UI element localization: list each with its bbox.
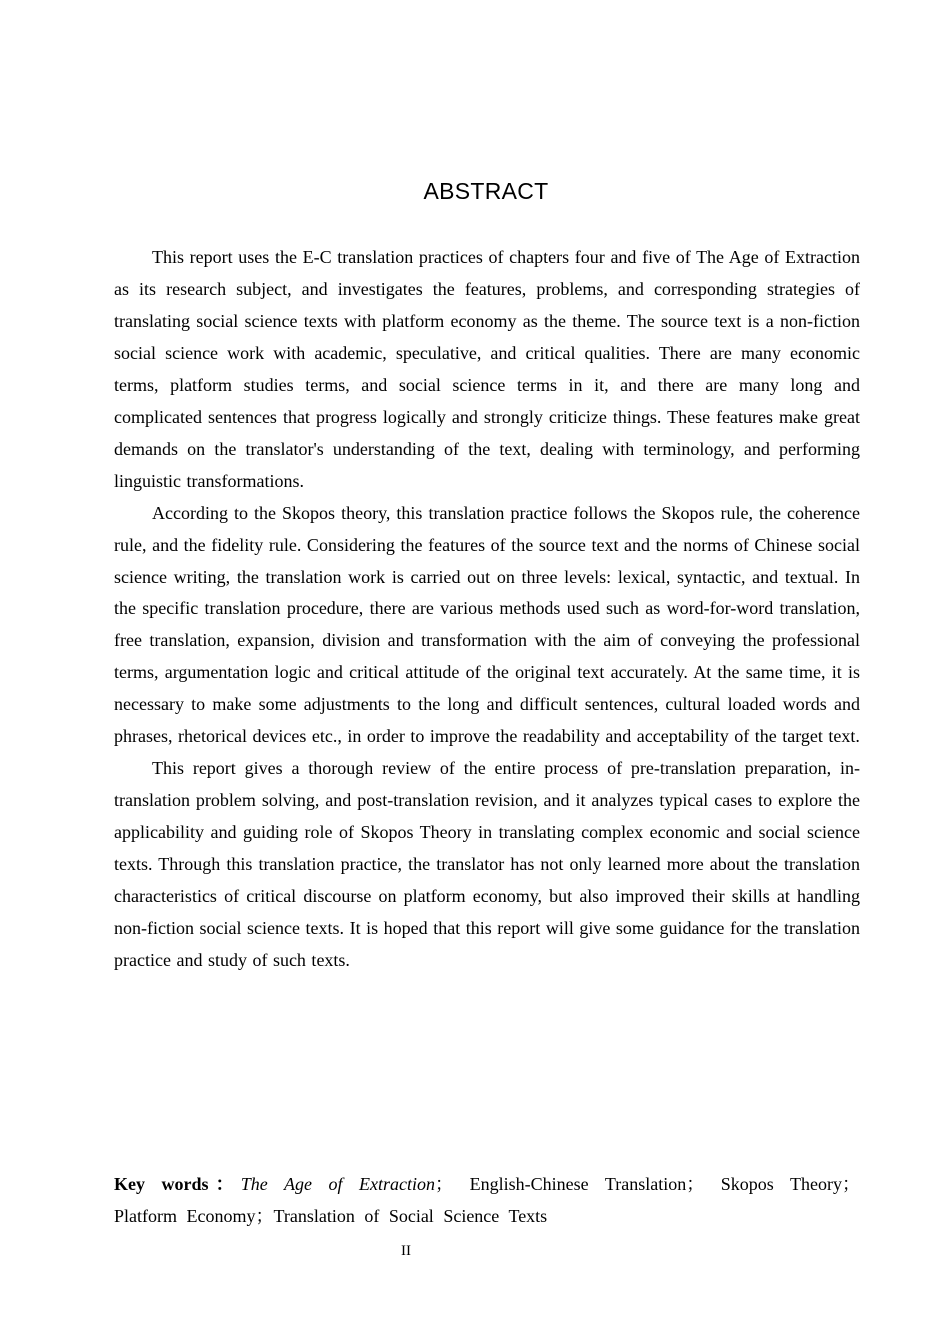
keywords-label-separator: ： bbox=[208, 1174, 241, 1194]
keyword-item: Platform Economy bbox=[114, 1206, 256, 1226]
keyword-item: English-Chinese Translation bbox=[469, 1174, 687, 1194]
keyword-separator: ； bbox=[842, 1174, 861, 1194]
keywords-label: Key words bbox=[114, 1174, 209, 1194]
keywords-line bbox=[114, 1168, 860, 1232]
keyword-item: The Age of Extraction bbox=[240, 1174, 436, 1194]
keyword-item: Skopos Theory bbox=[720, 1174, 843, 1194]
abstract-paragraph-2: According to the Skopos theory, this translation practice follows the Skopos rule, the coherence rule, and the fidelity rule. Considering the features of the source text and the norms of Chinese social science writing, the translation work is carried out on three levels: lexical, syntactic, and textual. In the specific translation procedure, there are various methods used such as word-for-word translation, free translation, expansion, division and transformation with the aim of conveying the professional terms, argumentation logic and critical attitude of the original text accurately. At the same time, it is necessary to make some adjustments to the long and difficult sentences, cultural loaded words and phrases, rhetorical devices etc., in order to improve the readability and acceptability of the target text. bbox=[114, 502, 860, 747]
page-number: II bbox=[401, 1243, 411, 1259]
abstract-body bbox=[114, 242, 860, 977]
keyword-separator: ； bbox=[686, 1174, 705, 1194]
keyword-item: Translation of Social Science Texts bbox=[273, 1206, 548, 1226]
abstract-paragraph-1: This report uses the E-C translation practices of chapters four and five of The Age of Extraction as its research subject, and investigates the features, problems, and corresponding strategies of translating social science texts with platform economy as the theme. The source text is a non-fiction social science work with academic, speculative, and critical qualities. There are many economic terms, platform studies terms, and social science terms in it, and there are many long and complicated sentences that progress logically and strongly criticize things. These features make great demands on the translator's understanding of the text, dealing with terminology, and performing linguistic transformations. bbox=[114, 247, 860, 491]
keyword-separator: ； bbox=[255, 1206, 274, 1226]
abstract-title: ABSTRACT bbox=[423, 178, 549, 204]
keyword-separator: ； bbox=[435, 1174, 454, 1194]
abstract-paragraph-3: This report gives a thorough review of the entire process of pre-translation preparation, in-translation problem solving, and post-translation revision, and it analyzes typical cases to explore the applicability and guiding role of Skopos Theory in translating complex economic and social science texts. Through this translation practice, the translator has not only learned more about the translation characteristics of critical discourse on platform economy, but also improved their skills at handling non-fiction social science texts. It is hoped that this report will give some guidance for the translation practice and study of such texts. bbox=[114, 758, 860, 970]
